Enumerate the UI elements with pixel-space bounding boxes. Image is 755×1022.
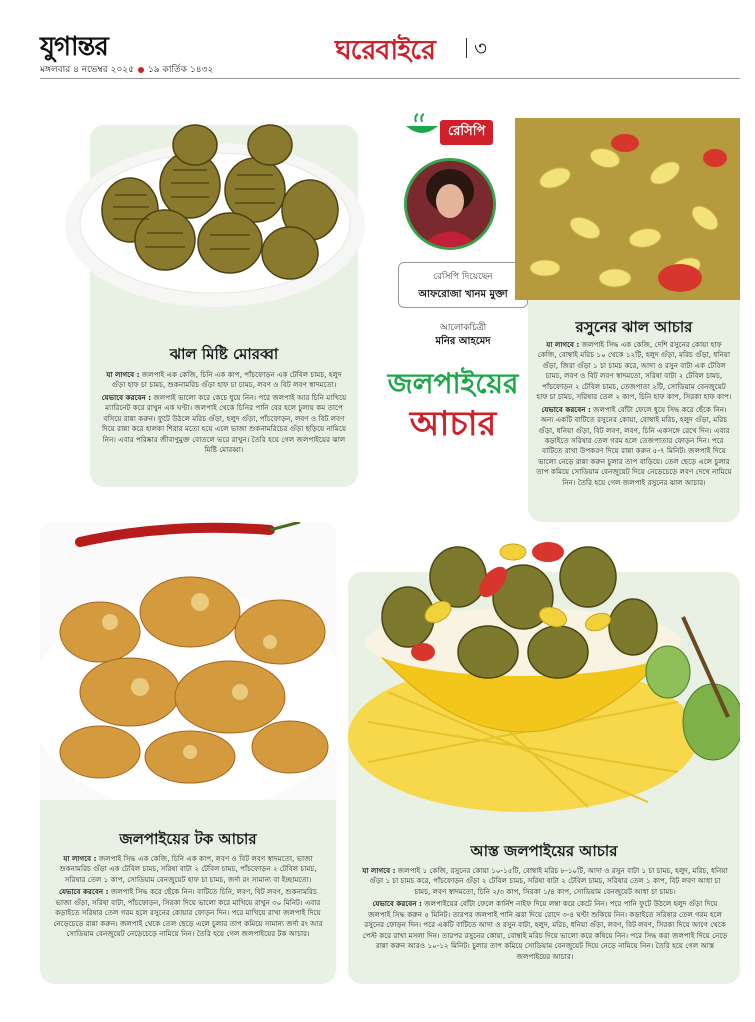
ingredients-label: যা লাগবে : (106, 370, 140, 379)
method-label: যেভাবে করবেন : (101, 392, 152, 402)
section-title: ঘরেবাইরে (335, 35, 435, 66)
photographer-label: আলোকচিত্রী (439, 323, 487, 333)
method-label: যেভাবে করবেন : (59, 887, 109, 897)
feature-title-line-2: আচার (409, 404, 497, 444)
photographer-name: মনির আহমেদ (435, 335, 491, 347)
recipe-title-morobba: ঝাল মিষ্টি মোরব্বা (169, 345, 279, 363)
whole-olive-achar-image (348, 522, 740, 814)
method-text: জলপাই সিদ্ধ করে ছেঁকে নিন। বাটিতে চিনি, লবণ, বিট লবণ, শুকনামরিচ ভাজা গুঁড়া, সরিষা বাটা, পাঁচফোড়ন, সিরকা দিয়ে ভালো করে মাখিয়ে রাখুন ৩০ মিনিট। এবার কড়াইতে সরিষার তেল গরম হলে রসুনের কোয়ার ফোড়ন দিন। পরে মাখিয়ে রাখা জলপাই দিয়ে নেড়েচেড়ে রান্না করুন। জলপাই থেকে তেল ছেড়ে এলে চুলার তাপ কমিয়ে সামান্য জর্দা রং আর সোডিয়াম বেনজুয়েট নেড়েচেড়ে নামিয়ে নিন। তৈরি হয়ে গেল জলপাইয়ের টক আচার। (53, 887, 323, 939)
cooking-pot-icon (402, 112, 442, 144)
tok-achar-image (40, 522, 336, 800)
recipe-title-whole: আস্ত জলপাইয়ের আচার (470, 842, 618, 860)
ingredients-text: জলপাই ১ কেজি, রসুনের কোয়া ১০-১৫টি, বোম্বাই মরিচ ৮-১০টি, আদা ও রসুন বাটা ১ চা চামচ, হলুদ, মরিচ, ধনিয়া গুঁড়া ১ চা চামচ করে, পাঁচফোড়ন গুঁড়া ২ টেবিল চামচ, সরিষা বাটা ২ টেবিল চামচ, সরিষার তেল ১ কাপ, বিট লবণ আধা চা চামচ, লবণ স্বাদমতো, চিনি ২/৩ কাপ, সিরকা ১/৪ কাপ, সোডিয়াম বেনজুয়েট আধা চা চামচ। (369, 866, 728, 896)
recipe-body-garlic (536, 340, 732, 490)
ingredients-text: জলপাই সিদ্ধ এক কেজি, চিনি এক কাপ, লবণ ও বিট লবণ স্বাদমতো, ভাজা শুকনামরিচ গুঁড়া এক টেবিল চামচ, সরিষা বাটা ২ টেবিল চামচ, পাঁচফোড়ন ২ টেবিল চামচ, সরিষার তেল ১ কাপ, সোডিয়াম বেনজুয়েট হাফ চা চামচ, জর্দা রং সামান্য বা ইচ্ছামতো। (59, 854, 317, 884)
photographer-credit (398, 322, 528, 349)
date-bengali: ১৯ কার্তিক ১৪৩২ (148, 65, 214, 75)
date-english: মঙ্গলবার ৪ নভেম্বর ২০২৫ (40, 65, 135, 75)
given-by-name: আফরোজা খানম মুক্তা (418, 289, 508, 300)
method-text: জলপাইয়ের বোঁটা ফেলে কার্নিশ নাইফ দিয়ে লম্বা করে কেটে নিন। পরে পানি ফুটে উঠলে হলুদ গুঁড়া দিয়ে জলপাই সিদ্ধ করুন ৫ মিনিট। তারপর জলপাই পানি ঝরা দিয়ে রোদে ৩-৪ ঘণ্টা শুকিয়ে নিন। কড়াইতে সরিষার তেল গরম হলে রসুনের ফোড়ন দিন। পরে একটি বাটিতে আদা ও রসুন বাটা, হলুদ, মরিচ, ধনিয়া গুঁড়া, লবণ, বিট লবণ, সিরকা দিয়ে আগে থেকে পেস্ট করে রাখা মসলা দিন। তারপর রসুনের কোয়া, বোম্বাই মরিচ দিয়ে ভালো করে কষিয়ে নিন। পরে সিদ্ধ করা জলপাই দিয়ে নেড়ে রান্না করুন আরও ১০-১২ মিনিট। চুলার তাপ কমিয়ে সোডিয়াম বেনজুয়েট দিয়ে নেড়ে নামিয়ে নিন। তৈরি হয়ে গেল আস্ত জলপাইয়ের আচার। (362, 899, 728, 961)
garlic-achar-image (515, 118, 740, 300)
recipe-title-tok: জলপাইয়ের টক আচার (119, 830, 257, 848)
ingredients-text: জলপাই সিদ্ধ এক কেজি, দেশি রসুনের কোয়া হাফ কেজি, বোম্বাই মরিচ ১০ থেকে ১২টি, হলুদ গুঁড়া, মরিচ গুঁড়া, ধনিয়া গুঁড়া, জিরা গুঁড়া ১ চা চামচ করে, আদা ও রসুন বাটা এক টেবিল চামচ, লবণ ও বিট লবণ স্বাদমতো, সরিষা বাটা ২ টেবিল চামচ, পাঁচফোড়ন ২ টেবিল চামচ, তেজপাতা ২টি, সোডিয়াম বেনজুয়েট হাফ চা চামচ, সরিষার তেল ২ কাপ, চিনি হাফ কাপ, সিরকা হাফ কাপ। (536, 340, 732, 402)
recipe-logo-label: রেসিপি (440, 120, 493, 145)
olive-morobba-bowl-image (55, 115, 365, 315)
dateline-dot-icon (138, 67, 144, 73)
ingredients-text: জলপাই এক কেজি, চিনি এক কাপ, পাঁচফোড়ন এক টেবিল চামচ, হলুদ গুঁড়া হাফ চা চামচ, শুকনামরিচ গুঁড়া হাফ চা চামচ, লবণ ও বিট লবণ স্বাদমতো। (111, 370, 342, 390)
recipe-body-whole (362, 866, 728, 964)
page-number-separator (466, 38, 467, 58)
recipe-logo (400, 108, 510, 148)
newspaper-masthead: যুগান্তর (40, 32, 108, 62)
header-divider (40, 78, 740, 79)
recipe-photo-morobba (55, 115, 365, 315)
recipe-photo-whole (348, 522, 740, 814)
given-by-label: রেসিপি দিয়েছেন (433, 272, 493, 282)
feature-title-line-1: জলপাইয়ের (387, 367, 519, 400)
recipe-body-tok (52, 854, 324, 942)
ingredients-label: যা লাগবে : (546, 340, 580, 349)
recipe-credit-box (398, 262, 528, 308)
recipe-photo-tok (40, 522, 336, 800)
recipe-title-garlic: রসুনের ঝাল আচার (575, 318, 693, 336)
method-text: জলপাই ভালো করে কেচে ধুয়ে নিন। পরে জলপাই আর চিনি মাখিয়ে ম্যারিনেট করে রাখুন এক ঘণ্টা। জলপাই থেকে চিনির পানি বের হলে চুলায় কম তাপে বসিয়ে রান্না করুন। ফুটে উঠলে মরিচ গুঁড়া, হলুদ গুঁড়া, পাঁচফোড়ন, লবণ ও বিট লবণ দিয়ে রান্না করে হালকা শিরার মতো হয়ে এলে ভাজা শুকনামরিচের গুঁড়া ছড়িয়ে নামিয়ে নিন। এবার পরিষ্কার জীবাণুমুক্ত বোতলে ভরে রাখুন। তৈরি হয়ে গেল জলপাইয়ের ঝাল মিষ্টি মোরব্বা। (101, 392, 347, 455)
ingredients-label: যা লাগবে : (63, 854, 97, 863)
method-label: যেভাবে করবেন : (372, 899, 422, 909)
author-photo-image (407, 161, 493, 247)
recipe-photo-garlic (515, 118, 740, 300)
dateline (40, 62, 213, 77)
method-label: যেভাবে করবেন : (541, 404, 591, 414)
page-number: ৩ (474, 36, 488, 60)
page-header (0, 0, 755, 80)
ingredients-label: যা লাগবে : (362, 866, 396, 875)
method-text: জলপাই বোঁটা ফেলে ধুয়ে সিদ্ধ করে ছেঁকে নিন। অন্য একটি বাটিতে রসুনের কোয়া, বোম্বাই মরিচ, হলুদ গুঁড়া, মরিচ গুঁড়া, ধনিয়া গুঁড়া, বিট লবণ, লবণ, চিনি একসঙ্গে রেখে দিন। এবার কড়াইতে সরিষার তেল গরম হলে তেজপাতার ফোড়ন দিন। পরে বাটিতে রাখা উপকরণ দিয়ে রান্না করুন ৫-৭ মিনিট। জলপাই দিয়ে ভালো নেড়ে রান্না করুন চুলার তাপ বাড়িয়ে। তেল ছেড়ে এলে চুলার তাপ কমিয়ে সোডিয়াম বেনজুয়েট দিয়ে নেড়েচেড়ে লবণ দেখে নামিয়ে নিন। তৈরি হয়ে গেল জলপাই রসুনের ঝাল আচার। (536, 404, 732, 487)
recipe-body-morobba (100, 370, 348, 458)
author-portrait (404, 158, 496, 250)
